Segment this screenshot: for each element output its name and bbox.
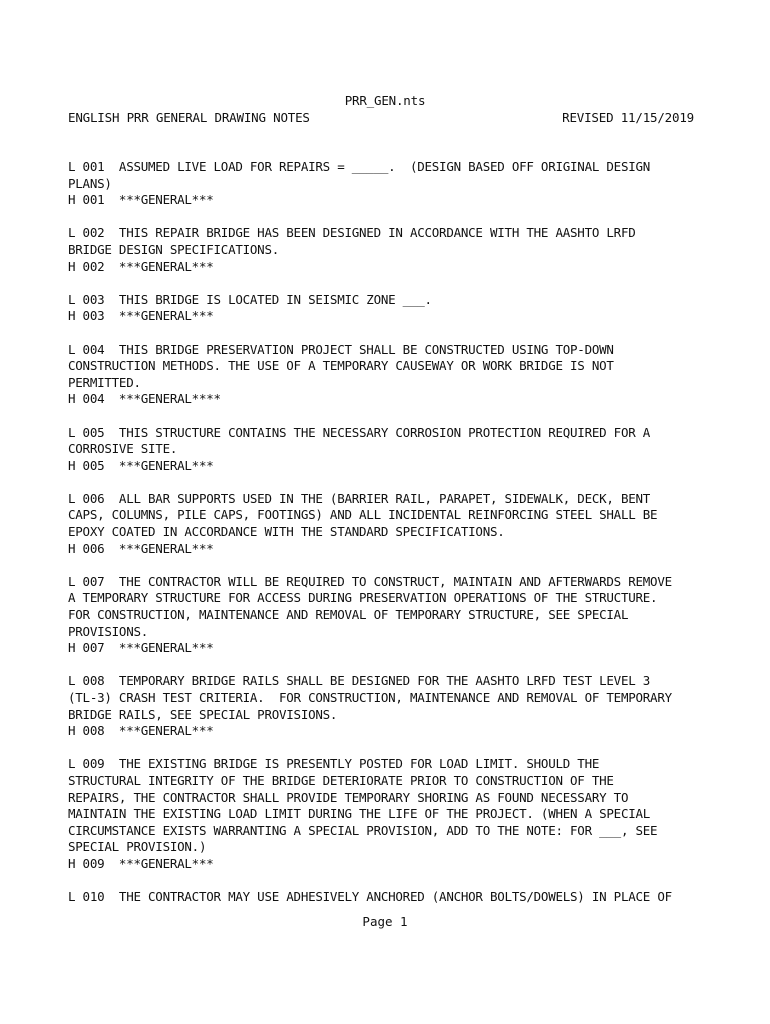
note-line: STRUCTURAL INTEGRITY OF THE BRIDGE DETERIORATE PRIOR TO CONSTRUCTION OF THE — [68, 772, 614, 788]
note-line: H 005 ***GENERAL*** — [68, 457, 214, 473]
note-line: CONSTRUCTION METHODS. THE USE OF A TEMPORARY CAUSEWAY OR WORK BRIDGE IS NOT — [68, 358, 614, 374]
note-line: H 002 ***GENERAL*** — [68, 258, 214, 274]
note-line: MAINTAIN THE EXISTING LOAD LIMIT DURING THE LIFE OF THE PROJECT. (WHEN A SPECIAL — [68, 806, 651, 822]
note-line: CORROSIVE SITE. — [68, 441, 178, 457]
general-note — [68, 574, 708, 657]
note-line: SPECIAL PROVISION.) — [68, 839, 207, 855]
document-file-name: PRR_GEN.nts — [344, 93, 426, 108]
general-note — [68, 673, 708, 739]
note-line: L 009 THE EXISTING BRIDGE IS PRESENTLY POSTED FOR LOAD LIMIT. SHOULD THE — [68, 756, 600, 772]
note-line: PROVISIONS. — [68, 623, 149, 639]
note-line: H 001 ***GENERAL*** — [68, 192, 214, 208]
general-note — [68, 425, 708, 475]
notes-list — [68, 159, 708, 922]
general-note — [68, 159, 708, 209]
note-line: H 007 ***GENERAL*** — [68, 640, 214, 656]
document-heading: ENGLISH PRR GENERAL DRAWING NOTES — [68, 110, 310, 125]
note-line: FOR CONSTRUCTION, MAINTENANCE AND REMOVAL OF TEMPORARY STRUCTURE, SEE SPECIAL — [68, 607, 629, 623]
note-line: (TL-3) CRASH TEST CRITERIA. FOR CONSTRUCTION, MAINTENANCE AND REMOVAL OF TEMPORARY — [68, 690, 672, 705]
note-line: L 004 THIS BRIDGE PRESERVATION PROJECT SHALL BE CONSTRUCTED USING TOP-DOWN — [68, 341, 614, 357]
note-line: EPOXY COATED IN ACCORDANCE WITH THE STANDARD SPECIFICATIONS. — [68, 524, 505, 540]
general-note — [68, 292, 708, 325]
note-line: H 008 ***GENERAL*** — [68, 723, 214, 739]
note-line: L 005 THIS STRUCTURE CONTAINS THE NECESSARY CORROSION PROTECTION REQUIRED FOR A — [68, 424, 651, 440]
document-header — [68, 109, 694, 126]
general-note — [68, 342, 708, 408]
note-line: CAPS, COLUMNS, PILE CAPS, FOOTINGS) AND ALL INCIDENTAL REINFORCING STEEL SHALL BE — [68, 507, 658, 523]
note-line: A TEMPORARY STRUCTURE FOR ACCESS DURING PRESERVATION OPERATIONS OF THE STRUCTURE. — [68, 590, 658, 606]
note-line: L 010 THE CONTRACTOR MAY USE ADHESIVELY ANCHORED (ANCHOR BOLTS/DOWELS) IN PLACE OF — [68, 889, 672, 905]
note-line: L 003 THIS BRIDGE IS LOCATED IN SEISMIC ZONE ___. — [68, 291, 432, 307]
note-line: L 007 THE CONTRACTOR WILL BE REQUIRED TO CONSTRUCT, MAINTAIN AND AFTERWARDS REMOVE — [68, 573, 672, 589]
note-line: BRIDGE RAILS, SEE SPECIAL PROVISIONS. — [68, 706, 338, 722]
note-line: L 008 TEMPORARY BRIDGE RAILS SHALL BE DESIGNED FOR THE AASHTO LRFD TEST LEVEL 3 — [68, 673, 651, 689]
note-line: L 006 ALL BAR SUPPORTS USED IN THE (BARRIER RAIL, PARAPET, SIDEWALK, DECK, BENT — [68, 490, 651, 506]
note-line: H 009 ***GENERAL*** — [68, 855, 214, 871]
note-line: PERMITTED. — [68, 374, 141, 390]
note-line: REPAIRS, THE CONTRACTOR SHALL PROVIDE TEMPORARY SHORING AS FOUND NECESSARY TO — [68, 789, 629, 805]
revision-date: REVISED 11/15/2019 — [562, 110, 694, 125]
note-line: CIRCUMSTANCE EXISTS WARRANTING A SPECIAL PROVISION, ADD TO THE NOTE: FOR ___, SEE — [68, 822, 658, 838]
note-line: PLANS) — [68, 175, 112, 191]
general-note — [68, 225, 708, 275]
general-note — [68, 491, 708, 557]
note-line: H 003 ***GENERAL*** — [68, 308, 214, 324]
general-note — [68, 889, 708, 906]
general-note — [68, 756, 708, 872]
note-line: L 002 THIS REPAIR BRIDGE HAS BEEN DESIGNED IN ACCORDANCE WITH THE AASHTO LRFD — [68, 225, 636, 241]
note-line: H 006 ***GENERAL*** — [68, 540, 214, 556]
note-line: BRIDGE DESIGN SPECIFICATIONS. — [68, 241, 279, 257]
page-number: Page 1 — [362, 914, 408, 929]
note-line: H 004 ***GENERAL**** — [68, 391, 221, 407]
note-line: L 001 ASSUMED LIVE LOAD FOR REPAIRS = _____. (DESIGN BASED OFF ORIGINAL DESIGN — [68, 159, 651, 174]
